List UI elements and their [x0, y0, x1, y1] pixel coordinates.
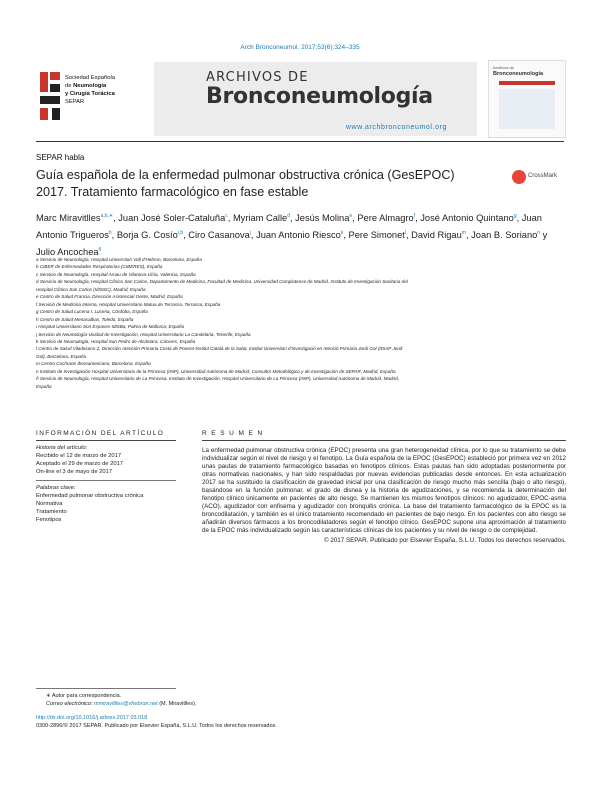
separ-name: Sociedad Española de Neumología y Cirugía Torácica SEPAR: [65, 75, 115, 105]
affiliation-line: i Hospital Universitario Son Espases-IdISBa, Palma de Mallorca, España: [36, 324, 185, 330]
author-affiliation-marker[interactable]: g: [513, 213, 517, 219]
affiliation-line: a Servicio de Neumología, Hospital Universitari Vall d'Hebron, Barcelona, España: [36, 257, 202, 262]
author-name[interactable]: José Antonio Quintano: [420, 213, 514, 224]
affiliation-line: j Servicio de Neumología-Unidad de Investigación, Hospital Universitario La Candelaria, Tenerife, España: [36, 331, 251, 337]
article-history: Historia del artículo: Recibido el 12 de marzo de 2017 Aceptado el 29 de marzo de 2017 On-line el 3 de mayo de 2017: [36, 445, 124, 475]
journal-name-top: ARCHIVOS DE: [206, 70, 309, 85]
author-name[interactable]: Juan Antonio Trigueros: [36, 213, 542, 241]
affiliation-line: f Servicio de Medicina Interna, Hospital Universitario Mutua de Terrassa, Terrassa, España: [36, 301, 221, 307]
author-affiliation-marker[interactable]: c: [225, 213, 228, 219]
keyword: Tratamiento: [36, 509, 67, 515]
affiliation-line: Hospital Clínico San Carlos (IdISSC), Madrid, España: [36, 286, 146, 292]
author-name[interactable]: Joan B. Soriano: [471, 230, 538, 241]
keyword: Enfermedad pulmonar obstructiva crónica: [36, 493, 144, 499]
author-affiliation-marker[interactable]: e: [349, 213, 353, 219]
doi-link[interactable]: http://dx.doi.org/10.1016/j.arbres.2017.03.018: [36, 715, 148, 721]
author-affiliation-marker[interactable]: k: [340, 230, 344, 237]
article-info: [36, 430, 176, 524]
crossmark-icon: [512, 170, 526, 184]
separ-logo-icon: [40, 72, 60, 120]
journal-banner: [154, 62, 477, 136]
author-name[interactable]: Myriam Calle: [232, 213, 288, 224]
issn-line: 0300-2896/© 2017 SEPAR. Publicado por Elsevier España, S.L.U. Todos los derechos reservados.: [36, 723, 277, 729]
author-list: Marc Miravitlles$^{a,b,∗}$, Juan José Soler-Cataluña$^c$, Myriam Calle$^d$, Jesús Molina$^e$, Pere Almagro$^f$, José Antonio Quintano$^g$, Juan Antonio Trigueros$^h$, Borja G. Cosío$^{i,b}$, Ciro Casanova$^j$, Juan Antonio Riesco$^k$, Pere Simonet$^l$, David Rigau$^m$, Joan B. Soriano$^n$ y Julio Ancochea$^ñ$: [36, 213, 548, 258]
author-name[interactable]: Juan José Soler-Cataluña: [118, 213, 226, 224]
abstract-copyright: © 2017 SEPAR. Publicado por Elsevier España, S.L.U. Todos los derechos reservados.: [323, 536, 566, 544]
affiliation-line: b CIBER de Enfermedades Respiratorias (CIBERES), España: [36, 264, 163, 270]
abstract-text: La enfermedad pulmonar obstructiva crónica (EPOC) presenta una gran heterogeneidad clínica, por lo que su tratamiento se debe individualizar según el nivel de riesgo y el fenotipo. La Guía española de la EPOC (GesEPOC) estableció por primera vez en 2012 unas pautas de tratamiento farmacológico basadas en fenotipos clínicos. Estas pautas han sido adoptadas posteriormente por otras normativas nacionales, y han sido respaldadas por nuevas evidencias publicadas desde entonces. En esta actualización 2017 se ha sustituido la clasificación de gravedad inicial por una clasificación de riesgo mucho más sencilla (bajo o alto riesgo), basándose en la función pulmonar, el grado de disnea y la historia de agudizaciones, y se recomienda la determinación del fenotipo clínico únicamente en pacientes de alto riesgo. Se mantienen los mismos fenotipos clínicos: no agudizador, EPOC-asma (ACO), agudizador con enfisema y agudizador con bronquitis crónica. La base del tratamiento farmacológico de la EPOC es la broncodilatación, y también es el único tratamiento recomendado en pacientes de bajo riesgo. En los pacientes con alto riesgo se añadirán diversos fármacos a los broncodilatadores según el fenotipo clínico. GesEPOC supone una aproximación al tratamiento de la EPOC más individualizado según las características clínicas de los pacientes y su nivel de riesgo o de complejidad.: [202, 447, 566, 535]
page-footer: [36, 714, 566, 730]
author-name[interactable]: David Rigau: [411, 230, 462, 241]
keywords: Palabras clave: Enfermedad pulmonar obstructiva crónica Normativa Tratamiento Fenotipos: [36, 481, 176, 524]
affiliation-line: España: [36, 383, 52, 389]
affiliation-line: g Centro de Salud Lucena I, Lucena, Córdoba, España: [36, 309, 148, 315]
affiliation-line: d Servicio de Neumología, Hospital Clínico San Carlos, Departamento de Medicina, Facultad de Medicina, Universidad Complutense de Madrid, Instituto de Investigación Sanitaria del: [36, 279, 408, 285]
author-affiliation-marker[interactable]: h: [108, 230, 112, 237]
abstract-section: [202, 430, 566, 544]
journal-cover-thumbnail: Archivos de Bronconeumología: [488, 60, 566, 138]
keyword: Normativa: [36, 501, 63, 507]
author-name[interactable]: Pere Simonet: [348, 230, 405, 241]
affiliation-line: h Centro de Salud Menasalbas, Toledo, España: [36, 316, 134, 322]
affiliation-line: Gol), Barcelona, España: [36, 353, 87, 359]
author-name[interactable]: Pere Almagro: [357, 213, 414, 224]
keyword: Fenotipos: [36, 517, 62, 523]
author-affiliation-marker[interactable]: a,b,∗: [100, 213, 114, 219]
separ-logo: [40, 72, 150, 122]
header-rule: [36, 141, 564, 142]
section-label: SEPAR habla: [36, 153, 85, 162]
crossmark-badge[interactable]: CrossMark: [512, 168, 562, 188]
journal-header: [36, 58, 566, 138]
correspondence-note: ∗ Autor para correspondencia. Correo electrónico: mmiravitlles@vhebron.net (M. Miravitlles).: [36, 688, 566, 708]
affiliation-line: k Servicio de Neumología, Hospital San Pedro de Alcántara, Cáceres, España: [36, 338, 196, 344]
author-affiliation-marker[interactable]: l: [404, 230, 406, 237]
author-affiliation-marker[interactable]: f: [413, 213, 416, 219]
affiliation-line: l Centro de Salud Viladecans-2, Dirección Atención Primaria Costa de Ponent-Institut Català de la Salut, Institut Universitari d'Investigació en Atenció Primària Jordi Gol (IDIAP Jordi: [36, 346, 403, 352]
author-affiliation-marker[interactable]: m: [461, 230, 466, 237]
abstract-heading: R E S U M E N: [202, 430, 566, 441]
author-name[interactable]: Julio Ancochea: [36, 247, 99, 258]
author-name[interactable]: Borja G. Cosío: [116, 230, 178, 241]
article-info-heading: INFORMACIÓN DEL ARTÍCULO: [36, 430, 176, 441]
affiliation-line: n Instituto de Investigación Hospital Universitario de la Princesa (IISP), Universidad Autónoma de Madrid, Consultor Metodológico y de Investigación de SEPAR, Madrid, España: [36, 368, 396, 374]
author-name[interactable]: Marc Miravitlles: [36, 213, 101, 224]
author-affiliation-marker[interactable]: d: [287, 213, 290, 219]
author-affiliation-marker[interactable]: j: [249, 230, 251, 237]
affiliation-line: ñ Servicio de Neumología, Hospital Universitario de La Princesa, Instituto de Investigación, Hospital Universitario de La Princesa (IISP), Universidad Autónoma de Madrid, Madrid,: [36, 376, 399, 382]
journal-url[interactable]: www.archbronconeumol.org: [345, 124, 447, 131]
author-affiliation-marker[interactable]: n: [537, 230, 541, 237]
author-affiliation-marker[interactable]: i,b: [177, 230, 184, 237]
author-name[interactable]: Ciro Casanova: [188, 230, 250, 241]
article-title: Guía española de la enfermedad pulmonar obstructiva crónica (GesEPOC) 2017. Tratamiento farmacológico en fase estable: [36, 168, 455, 199]
affiliation-line: c Servicio de Neumología, Hospital Arnau de Vilanova-Llíria, Valencia, España: [36, 271, 196, 277]
author-name[interactable]: Jesús Molina: [295, 213, 350, 224]
email-link[interactable]: mmiravitlles@vhebron.net: [94, 701, 158, 707]
journal-name: Bronconeumología: [206, 84, 433, 109]
author-name[interactable]: Juan Antonio Riesco: [256, 230, 341, 241]
author-affiliation-marker[interactable]: ñ: [98, 247, 102, 254]
journal-citation[interactable]: Arch Bronconeumol. 2017;53(6):324–335: [240, 44, 360, 51]
affiliation-line: m Centro Cochrane Iberoamericano, Barcelona, España: [36, 361, 151, 367]
affiliation-list: [36, 256, 566, 390]
affiliation-line: e Centro de Salud Francia, Dirección Asistencial Oeste, Madrid, España: [36, 294, 183, 300]
